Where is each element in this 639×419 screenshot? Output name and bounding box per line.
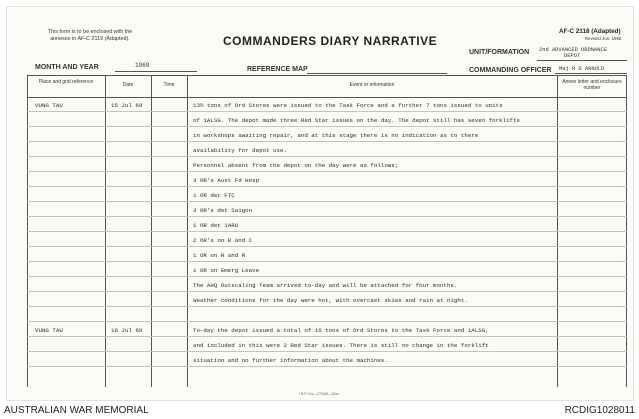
- table-top-rule: [27, 75, 627, 76]
- commanding-officer-label: COMMANDING OFFICER: [469, 67, 552, 74]
- ruled-line: [27, 216, 627, 217]
- table-header-rule: [27, 97, 627, 98]
- entry-1-line-6: 3 OR's Aust Fd Hosp: [193, 177, 260, 184]
- entry-2-place: VUNG TAU: [35, 327, 63, 334]
- entry-1-line-9: 1 OR det 1ARU: [193, 222, 239, 229]
- column-header-date: Date: [122, 82, 134, 88]
- ruled-line: [27, 126, 627, 127]
- entry-1-line-14: Weather conditions for the day were hot, with overcast skies and rain at night.: [193, 297, 468, 304]
- ruled-line: [27, 156, 627, 157]
- entry-2-date: 16 Jul 69: [111, 327, 143, 334]
- ruled-line: [27, 141, 627, 142]
- commanding-officer-underline: [555, 73, 627, 74]
- ruled-line: [27, 186, 627, 187]
- column-header-place: Place and grid reference: [38, 79, 94, 85]
- entry-1-line-10: 2 OR's on R and C: [193, 237, 253, 244]
- form-title: COMMANDERS DIARY NARRATIVE: [223, 34, 438, 48]
- entry-1-line-4: availability for depot use.: [193, 147, 287, 154]
- ruled-line: [27, 276, 627, 277]
- entry-2-line-3: situation and no further information about the machines.: [193, 357, 388, 364]
- enclosure-note-line-2: annexes in AF-C 2119 (Adapted).: [50, 36, 130, 42]
- unit-formation-underline: [537, 60, 627, 61]
- ruled-line: [27, 336, 627, 337]
- entry-1-place: VUNG TAU: [35, 102, 63, 109]
- month-year-label: MONTH AND YEAR: [35, 64, 99, 71]
- reference-map-label: REFERENCE MAP: [247, 66, 308, 73]
- entry-1-line-11: 1 OR on R and R: [193, 252, 246, 259]
- entry-1-line-8: 3 OR's det Saigon: [193, 207, 253, 214]
- commanding-officer-value: Maj R D ARNOLD: [559, 66, 605, 72]
- ruled-line: [27, 291, 627, 292]
- unit-formation-label: UNIT/FORMATION: [469, 49, 530, 56]
- footer-archive-name: AUSTRALIAN WAR MEMORIAL: [4, 405, 149, 416]
- ruled-line: [27, 306, 627, 307]
- ruled-line: [27, 231, 627, 232]
- ruled-line: [27, 261, 627, 262]
- entry-1-line-2: of 1ALSG. The depot made three Red Star issues on the day. The depot still has seven forklifts: [193, 117, 520, 124]
- entry-1-line-3: in workshops awaiting repair, and at this stage there is no indication as to there: [193, 132, 479, 139]
- entry-1-line-1: 13½ tons of Ord Stores were issued to the Task Force and a further 7 tons issued to units: [193, 102, 503, 109]
- ruled-line: [27, 201, 627, 202]
- enclosure-note-line-1: This form is to be enclosed with the: [47, 29, 133, 35]
- column-header-event: Event or information: [349, 82, 395, 88]
- entry-1-line-5: Personnel absent from the depot on the day were as follows;: [193, 162, 399, 169]
- entry-1-date: 15 Jul 69: [111, 102, 143, 109]
- diary-form-sheet: [6, 6, 634, 401]
- entry-2-line-1: To-day the depot issued a total of 16 tons of Ord Stores to the Task Force and 1ALSG,: [193, 327, 489, 334]
- entry-1-line-13: The AHQ Outscaling Team arrived to-day and will be attached for four months.: [193, 282, 458, 289]
- column-header-annex: Annex letter and enclosure number: [562, 79, 622, 91]
- month-year-value: 1969: [135, 62, 150, 69]
- entry-2-line-2: and included in this were 2 Red Star issues. There is still no change in the forklift: [193, 342, 489, 349]
- unit-formation-value-1: 2nd ADVANCED ORDNANCE: [539, 47, 607, 53]
- footer-record-id: RCDIG1028011: [564, 405, 635, 416]
- ruled-line: [27, 111, 627, 112]
- unit-formation-value-2: DEPOT: [564, 53, 581, 59]
- enclosure-note: [35, 29, 145, 43]
- ruled-line: [27, 321, 627, 322]
- ruled-line: [27, 351, 627, 352]
- reference-map-underline: [307, 73, 447, 74]
- entry-1-line-7: 1 OR det FTC: [193, 192, 235, 199]
- ruled-line: [27, 366, 627, 367]
- month-year-underline: [115, 71, 197, 72]
- ruled-line: [27, 171, 627, 172]
- entry-1-line-12: 1 OR on Emerg Leave: [193, 267, 260, 274]
- ruled-line: [27, 246, 627, 247]
- printer-imprint: I B P Cnr—271/65—60m: [299, 392, 339, 396]
- column-header-time: Time: [163, 82, 175, 88]
- form-revision: Revised Jun, 1965: [585, 36, 622, 41]
- form-id: AF-C 2118 (Adapted): [559, 28, 621, 35]
